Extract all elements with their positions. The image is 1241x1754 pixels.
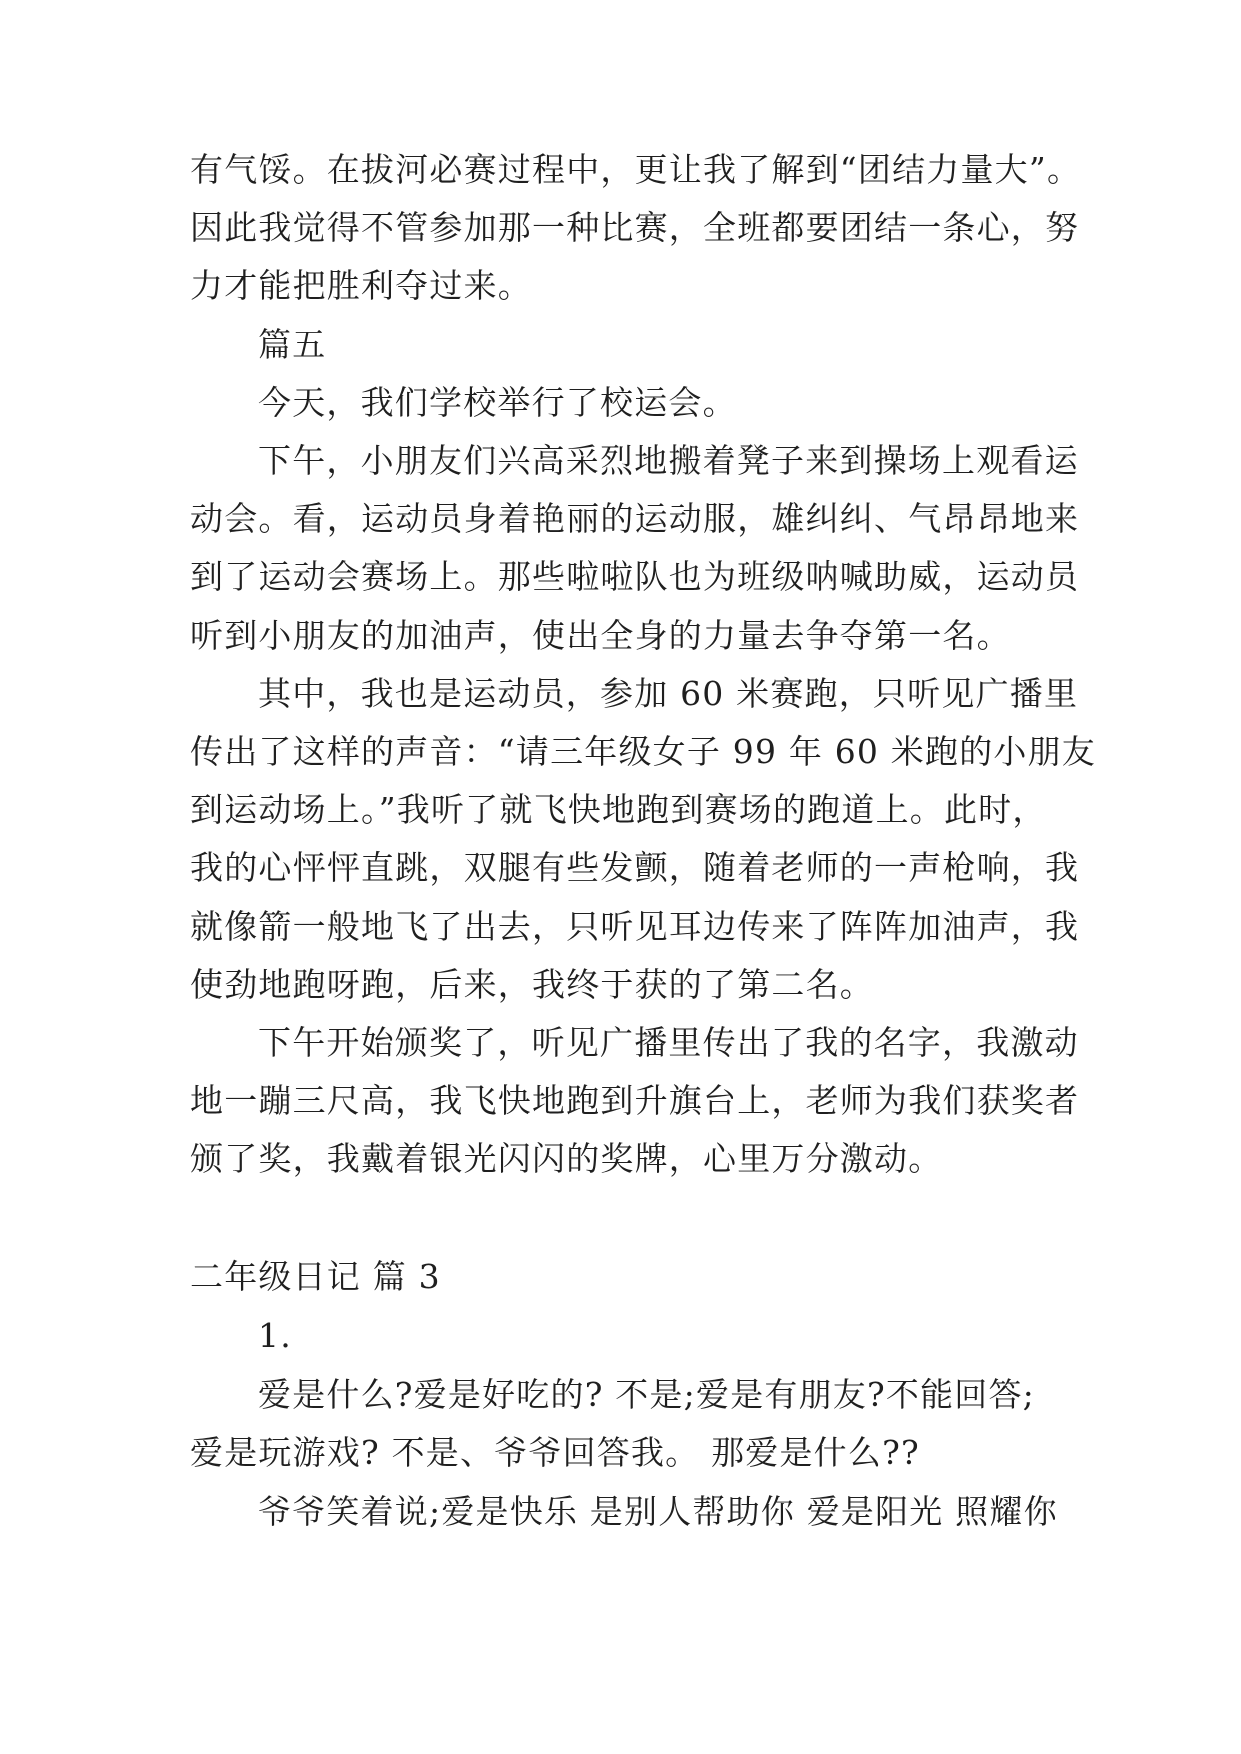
body-text-line: 我的心怦怦直跳，双腿有些发颤，随着老师的一声枪响，我 xyxy=(190,848,1080,887)
body-text-line: 爱是玩游戏? 不是、爷爷回答我。 那爱是什么?? xyxy=(190,1433,920,1472)
body-text-line: 有气馁。在拔河必赛过程中，更让我了解到“团结力量大”。 xyxy=(190,150,1082,189)
body-text-line: 爷爷笑着说;爱是快乐 是别人帮助你 爱是阳光 照耀你 xyxy=(258,1492,1058,1531)
body-text-line: 听到小朋友的加油声，使出全身的力量去争夺第一名。 xyxy=(190,616,1011,655)
body-text-line: 到运动场上。”我听了就飞快地跑到赛场的跑道上。此时， xyxy=(190,790,1047,829)
body-text-line: 地一蹦三尺高，我飞快地跑到升旗台上，老师为我们获奖者 xyxy=(190,1081,1080,1120)
body-text-line: 因此我觉得不管参加那一种比赛，全班都要团结一条心，努 xyxy=(190,208,1080,247)
section-heading: 篇五 xyxy=(258,325,327,364)
body-text-line: 力才能把胜利夺过来。 xyxy=(190,266,532,305)
body-text-line: 就像箭一般地飞了出去，只听见耳边传来了阵阵加油声，我 xyxy=(190,907,1080,946)
body-text-line: 颁了奖，我戴着银光闪闪的奖牌，心里万分激动。 xyxy=(190,1139,943,1178)
body-text-line: 传出了这样的声音：“请三年级女子 99 年 60 米跑的小朋友 xyxy=(190,732,1097,771)
list-number: 1. xyxy=(258,1316,292,1355)
body-text-line: 今天，我们学校举行了校运会。 xyxy=(258,383,737,422)
body-text-line: 爱是什么?爱是好吃的? 不是;爱是有朋友?不能回答; xyxy=(258,1375,1036,1414)
body-text-line: 使劲地跑呀跑，后来，我终于获的了第二名。 xyxy=(190,965,874,1004)
body-text-line: 下午开始颁奖了，听见广播里传出了我的名字，我激动 xyxy=(258,1023,1079,1062)
body-text-line: 动会。看，运动员身着艳丽的运动服，雄纠纠、气昂昂地来 xyxy=(190,499,1080,538)
body-text-line: 下午，小朋友们兴高采烈地搬着凳子来到操场上观看运 xyxy=(258,441,1079,480)
body-text-line: 其中，我也是运动员，参加 60 米赛跑，只听见广播里 xyxy=(258,674,1079,713)
body-text-line: 到了运动会赛场上。那些啦啦队也为班级呐喊助威，运动员 xyxy=(190,557,1080,596)
section-title: 二年级日记 篇 3 xyxy=(190,1257,441,1296)
